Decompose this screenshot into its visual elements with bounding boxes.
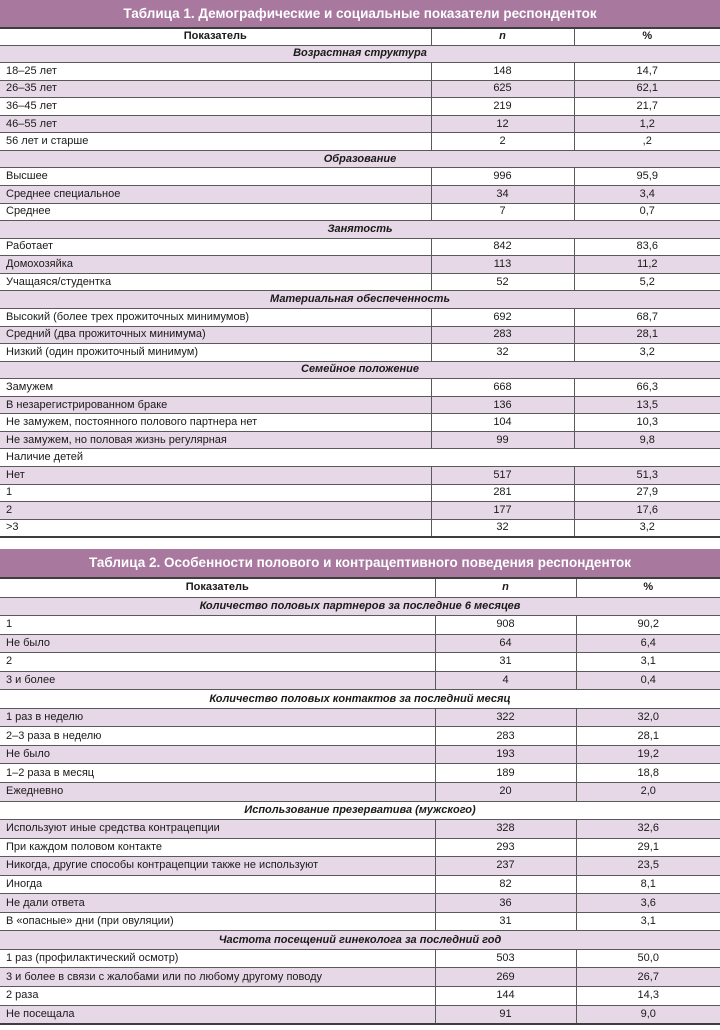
table-title-row: [0, 0, 720, 28]
row-count: 144: [435, 986, 576, 1005]
row-count: 219: [431, 98, 574, 116]
row-percent: 0,4: [576, 671, 720, 690]
table-row: [0, 764, 720, 783]
row-percent: 0,7: [574, 203, 720, 221]
table-sexual-behavior: [0, 549, 720, 1025]
row-percent: 29,1: [576, 838, 720, 857]
row-label: В незарегистрированном браке: [0, 396, 431, 414]
row-count: 82: [435, 875, 576, 894]
row-percent: 68,7: [574, 308, 720, 326]
row-percent: ,2: [574, 133, 720, 151]
table-row: [0, 273, 720, 291]
row-label: 2–3 раза в неделю: [0, 727, 435, 746]
row-count: 7: [431, 203, 574, 221]
table-row: [0, 857, 720, 876]
section-header-row: [0, 690, 720, 709]
section-header-row: [0, 291, 720, 309]
table-row: [0, 894, 720, 913]
table-row: [0, 431, 720, 449]
subgroup-label: Наличие детей: [0, 449, 720, 467]
row-percent: 51,3: [574, 467, 720, 485]
row-percent: 10,3: [574, 414, 720, 432]
section-header-row: [0, 801, 720, 820]
row-label: 2: [0, 502, 431, 520]
section-header-row: [0, 597, 720, 616]
row-count: 283: [431, 326, 574, 344]
row-label: Низкий (один прожиточный минимум): [0, 344, 431, 362]
row-percent: 21,7: [574, 98, 720, 116]
row-percent: 19,2: [576, 745, 720, 764]
row-percent: 28,1: [576, 727, 720, 746]
row-label: 3 и более: [0, 671, 435, 690]
table-row: [0, 708, 720, 727]
row-label: Высокий (более трех прожиточных минимумов): [0, 308, 431, 326]
table-row: [0, 168, 720, 186]
row-label: 1: [0, 616, 435, 635]
row-count: 52: [431, 273, 574, 291]
row-percent: 3,2: [574, 344, 720, 362]
table-row: [0, 653, 720, 672]
row-label: Никогда, другие способы контрацепции также не используют: [0, 857, 435, 876]
table-row: [0, 616, 720, 635]
section-title: Материальная обеспеченность: [0, 291, 720, 309]
section-title: Возрастная структура: [0, 45, 720, 63]
table-row: [0, 986, 720, 1005]
table-row: [0, 133, 720, 151]
section-title: Семейное положение: [0, 361, 720, 379]
row-label: Ежедневно: [0, 782, 435, 801]
row-count: 31: [435, 653, 576, 672]
row-label: Среднее: [0, 203, 431, 221]
section-title: Количество половых контактов за последний месяц: [0, 690, 720, 709]
row-count: 148: [431, 63, 574, 81]
row-percent: 50,0: [576, 949, 720, 968]
row-label: Не замужем, постоянного полового партнера нет: [0, 414, 431, 432]
row-count: 322: [435, 708, 576, 727]
row-percent: 6,4: [576, 634, 720, 653]
column-header-n: n: [435, 578, 576, 597]
table-row: [0, 396, 720, 414]
row-label: 3 и более в связи с жалобами или по любому другому поводу: [0, 968, 435, 987]
row-percent: 3,6: [576, 894, 720, 913]
row-count: 36: [435, 894, 576, 913]
section-title: Использование презерватива (мужского): [0, 801, 720, 820]
table-title: Таблица 1. Демографические и социальные показатели респонденток: [0, 0, 720, 28]
row-count: 269: [435, 968, 576, 987]
row-percent: 1,2: [574, 115, 720, 133]
row-percent: 14,3: [576, 986, 720, 1005]
row-count: 193: [435, 745, 576, 764]
row-label: Иногда: [0, 875, 435, 894]
row-label: 1 раз (профилактический осмотр): [0, 949, 435, 968]
row-percent: 28,1: [574, 326, 720, 344]
row-label: Замужем: [0, 379, 431, 397]
column-header-percent: %: [574, 28, 720, 45]
row-percent: 95,9: [574, 168, 720, 186]
row-label: В «опасные» дни (при овуляции): [0, 912, 435, 931]
row-count: 503: [435, 949, 576, 968]
row-label: Не посещала: [0, 1005, 435, 1024]
row-label: 2: [0, 653, 435, 672]
row-label: 2 раза: [0, 986, 435, 1005]
row-label: 46–55 лет: [0, 115, 431, 133]
row-percent: 11,2: [574, 256, 720, 274]
row-label: Работает: [0, 238, 431, 256]
table-title-row: [0, 549, 720, 578]
row-label: Учащаяся/студентка: [0, 273, 431, 291]
row-label: При каждом половом контакте: [0, 838, 435, 857]
row-label: 1: [0, 484, 431, 502]
table-row: [0, 949, 720, 968]
row-percent: 8,1: [576, 875, 720, 894]
section-title: Количество половых партнеров за последние 6 месяцев: [0, 597, 720, 616]
table-row: [0, 502, 720, 520]
table2-body: [0, 549, 720, 1024]
table-title: Таблица 2. Особенности полового и контрацептивного поведения респонденток: [0, 549, 720, 578]
row-count: 189: [435, 764, 576, 783]
table-row: [0, 782, 720, 801]
row-count: 177: [431, 502, 574, 520]
row-percent: 9,8: [574, 431, 720, 449]
table-row: [0, 484, 720, 502]
row-percent: 3,4: [574, 186, 720, 204]
row-percent: 23,5: [576, 857, 720, 876]
table-row: [0, 519, 720, 537]
row-percent: 2,0: [576, 782, 720, 801]
section-header-row: [0, 150, 720, 168]
table-row: [0, 63, 720, 81]
table-row: [0, 467, 720, 485]
table-row: [0, 256, 720, 274]
row-percent: 5,2: [574, 273, 720, 291]
row-percent: 13,5: [574, 396, 720, 414]
column-header-indicator: Показатель: [185, 581, 249, 594]
section-header-row: [0, 361, 720, 379]
table-row: [0, 1005, 720, 1024]
row-percent: 17,6: [574, 502, 720, 520]
table-row: [0, 820, 720, 839]
row-count: 517: [431, 467, 574, 485]
row-label: Средний (два прожиточных минимума): [0, 326, 431, 344]
row-label: Высшее: [0, 168, 431, 186]
table-row: [0, 98, 720, 116]
row-label: Не было: [0, 634, 435, 653]
row-percent: 90,2: [576, 616, 720, 635]
row-percent: 9,0: [576, 1005, 720, 1024]
row-count: 2: [431, 133, 574, 151]
row-percent: 27,9: [574, 484, 720, 502]
row-label: 1 раз в неделю: [0, 708, 435, 727]
table-row: [0, 326, 720, 344]
table-row: [0, 727, 720, 746]
table-row: [0, 80, 720, 98]
section-title: Занятость: [0, 221, 720, 239]
column-header-n: n: [431, 28, 574, 45]
row-label: Домохозяйка: [0, 256, 431, 274]
row-label: Не замужем, но половая жизнь регулярная: [0, 431, 431, 449]
row-count: 625: [431, 80, 574, 98]
row-count: 91: [435, 1005, 576, 1024]
row-count: 283: [435, 727, 576, 746]
table-row: [0, 238, 720, 256]
row-label: Среднее специальное: [0, 186, 431, 204]
row-percent: 3,2: [574, 519, 720, 537]
column-header-percent: %: [576, 578, 720, 597]
row-label: 18–25 лет: [0, 63, 431, 81]
table-row: [0, 968, 720, 987]
row-count: 64: [435, 634, 576, 653]
row-count: 692: [431, 308, 574, 326]
row-count: 237: [435, 857, 576, 876]
table-row: [0, 634, 720, 653]
row-percent: 14,7: [574, 63, 720, 81]
row-label: 56 лет и старше: [0, 133, 431, 151]
row-count: 32: [431, 344, 574, 362]
row-count: 4: [435, 671, 576, 690]
row-count: 136: [431, 396, 574, 414]
row-count: 328: [435, 820, 576, 839]
table-row: [0, 875, 720, 894]
row-count: 113: [431, 256, 574, 274]
table-row: [0, 745, 720, 764]
row-label: >3: [0, 519, 431, 537]
section-header-row: [0, 931, 720, 950]
section-header-row: [0, 45, 720, 63]
column-header-row: [0, 28, 720, 45]
table-row: [0, 838, 720, 857]
row-count: 99: [431, 431, 574, 449]
row-percent: 62,1: [574, 80, 720, 98]
table-row: [0, 414, 720, 432]
row-label: 26–35 лет: [0, 80, 431, 98]
row-count: 293: [435, 838, 576, 857]
row-count: 668: [431, 379, 574, 397]
table-row: [0, 379, 720, 397]
table-row: [0, 186, 720, 204]
row-percent: 83,6: [574, 238, 720, 256]
row-count: 12: [431, 115, 574, 133]
row-label: Не было: [0, 745, 435, 764]
subgroup-label-row: [0, 449, 720, 467]
row-count: 281: [431, 484, 574, 502]
row-percent: 3,1: [576, 653, 720, 672]
row-percent: 66,3: [574, 379, 720, 397]
section-title: Частота посещений гинеколога за последний год: [0, 931, 720, 950]
row-label: Не дали ответа: [0, 894, 435, 913]
section-header-row: [0, 221, 720, 239]
row-count: 31: [435, 912, 576, 931]
column-header-indicator: Показатель: [183, 30, 247, 43]
row-count: 908: [435, 616, 576, 635]
table-row: [0, 115, 720, 133]
section-title: Образование: [0, 150, 720, 168]
row-label: 36–45 лет: [0, 98, 431, 116]
row-label: 1–2 раза в месяц: [0, 764, 435, 783]
row-count: 842: [431, 238, 574, 256]
row-count: 32: [431, 519, 574, 537]
table-row: [0, 308, 720, 326]
row-count: 20: [435, 782, 576, 801]
row-percent: 18,8: [576, 764, 720, 783]
row-percent: 3,1: [576, 912, 720, 931]
table-row: [0, 344, 720, 362]
row-percent: 32,0: [576, 708, 720, 727]
table-row: [0, 912, 720, 931]
row-label: Нет: [0, 467, 431, 485]
table-row: [0, 203, 720, 221]
row-percent: 32,6: [576, 820, 720, 839]
row-count: 996: [431, 168, 574, 186]
row-percent: 26,7: [576, 968, 720, 987]
table-row: [0, 671, 720, 690]
column-header-row: [0, 578, 720, 597]
row-count: 34: [431, 186, 574, 204]
row-label: Используют иные средства контрацепции: [0, 820, 435, 839]
row-count: 104: [431, 414, 574, 432]
